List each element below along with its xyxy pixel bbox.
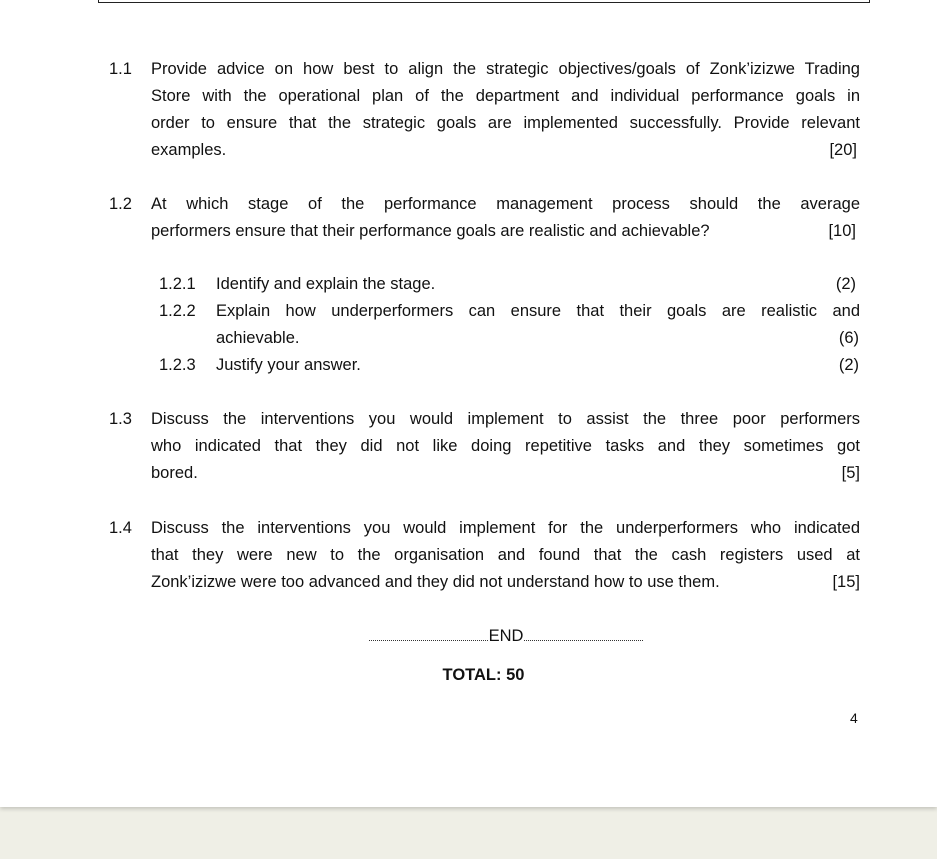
question-line: Discuss the interventions you would implement for the underperformers who indicated	[151, 519, 860, 537]
subquestion-number-1-2-1: 1.2.1	[159, 275, 196, 293]
question-line: Store with the operational plan of the department and individual performance goals in	[151, 87, 860, 105]
question-line: Provide advice on how best to align the strategic objectives/goals of Zonk’izizwe Trading	[151, 60, 860, 78]
question-1-2	[151, 191, 860, 245]
question-1-3	[151, 406, 860, 487]
top-border-line	[98, 0, 870, 3]
subquestion-number-1-2-2: 1.2.2	[159, 302, 196, 320]
question-number-1-4: 1.4	[109, 519, 132, 537]
end-label: END	[488, 627, 524, 645]
subquestion-1-2-3	[216, 352, 860, 379]
subquestion-text: achievable.	[216, 329, 300, 347]
marks-label: [15]	[832, 573, 860, 591]
end-marker	[368, 623, 644, 650]
question-1-1	[151, 56, 860, 164]
subquestion-1-2-2	[216, 298, 860, 352]
marks-label: [20]	[829, 141, 857, 159]
subquestion-text: Explain how underperformers can ensure that their goals are realistic and	[216, 302, 860, 320]
question-line: that they were new to the organisation and found that the cash registers used at	[151, 546, 860, 564]
dotted-leader-left	[369, 623, 488, 641]
subquestion-text: Identify and explain the stage.	[216, 275, 436, 293]
subquestion-text: Justify your answer.	[216, 356, 361, 374]
question-line: examples.	[151, 141, 227, 159]
dotted-leader-right	[524, 623, 643, 641]
question-number-1-3: 1.3	[109, 410, 132, 428]
question-line: bored.	[151, 464, 198, 482]
page-number: 4	[850, 710, 858, 726]
question-line: performers ensure that their performance goals are realistic and achievable?	[151, 222, 710, 240]
question-number-1-2: 1.2	[109, 195, 132, 213]
marks-label: [5]	[841, 464, 860, 482]
question-1-4	[151, 515, 860, 596]
question-line: who indicated that they did not like doing repetitive tasks and they sometimes got	[151, 437, 860, 455]
marks-label: [10]	[828, 222, 856, 240]
question-line: At which stage of the performance management process should the average	[151, 195, 860, 213]
marks-label: (6)	[838, 329, 859, 347]
question-line: Discuss the interventions you would implement to assist the three poor performers	[151, 410, 860, 428]
marks-label: (2)	[838, 356, 859, 374]
question-line: order to ensure that the strategic goals are implemented successfully. Provide relevant	[151, 114, 860, 132]
total-marks: TOTAL: 50	[442, 666, 525, 684]
subquestion-number-1-2-3: 1.2.3	[159, 356, 196, 374]
question-number-1-1: 1.1	[109, 60, 132, 78]
marks-label: (2)	[835, 275, 856, 293]
question-line: Zonk’izizwe were too advanced and they did not understand how to use them.	[151, 573, 720, 591]
subquestion-1-2-1	[216, 271, 860, 298]
